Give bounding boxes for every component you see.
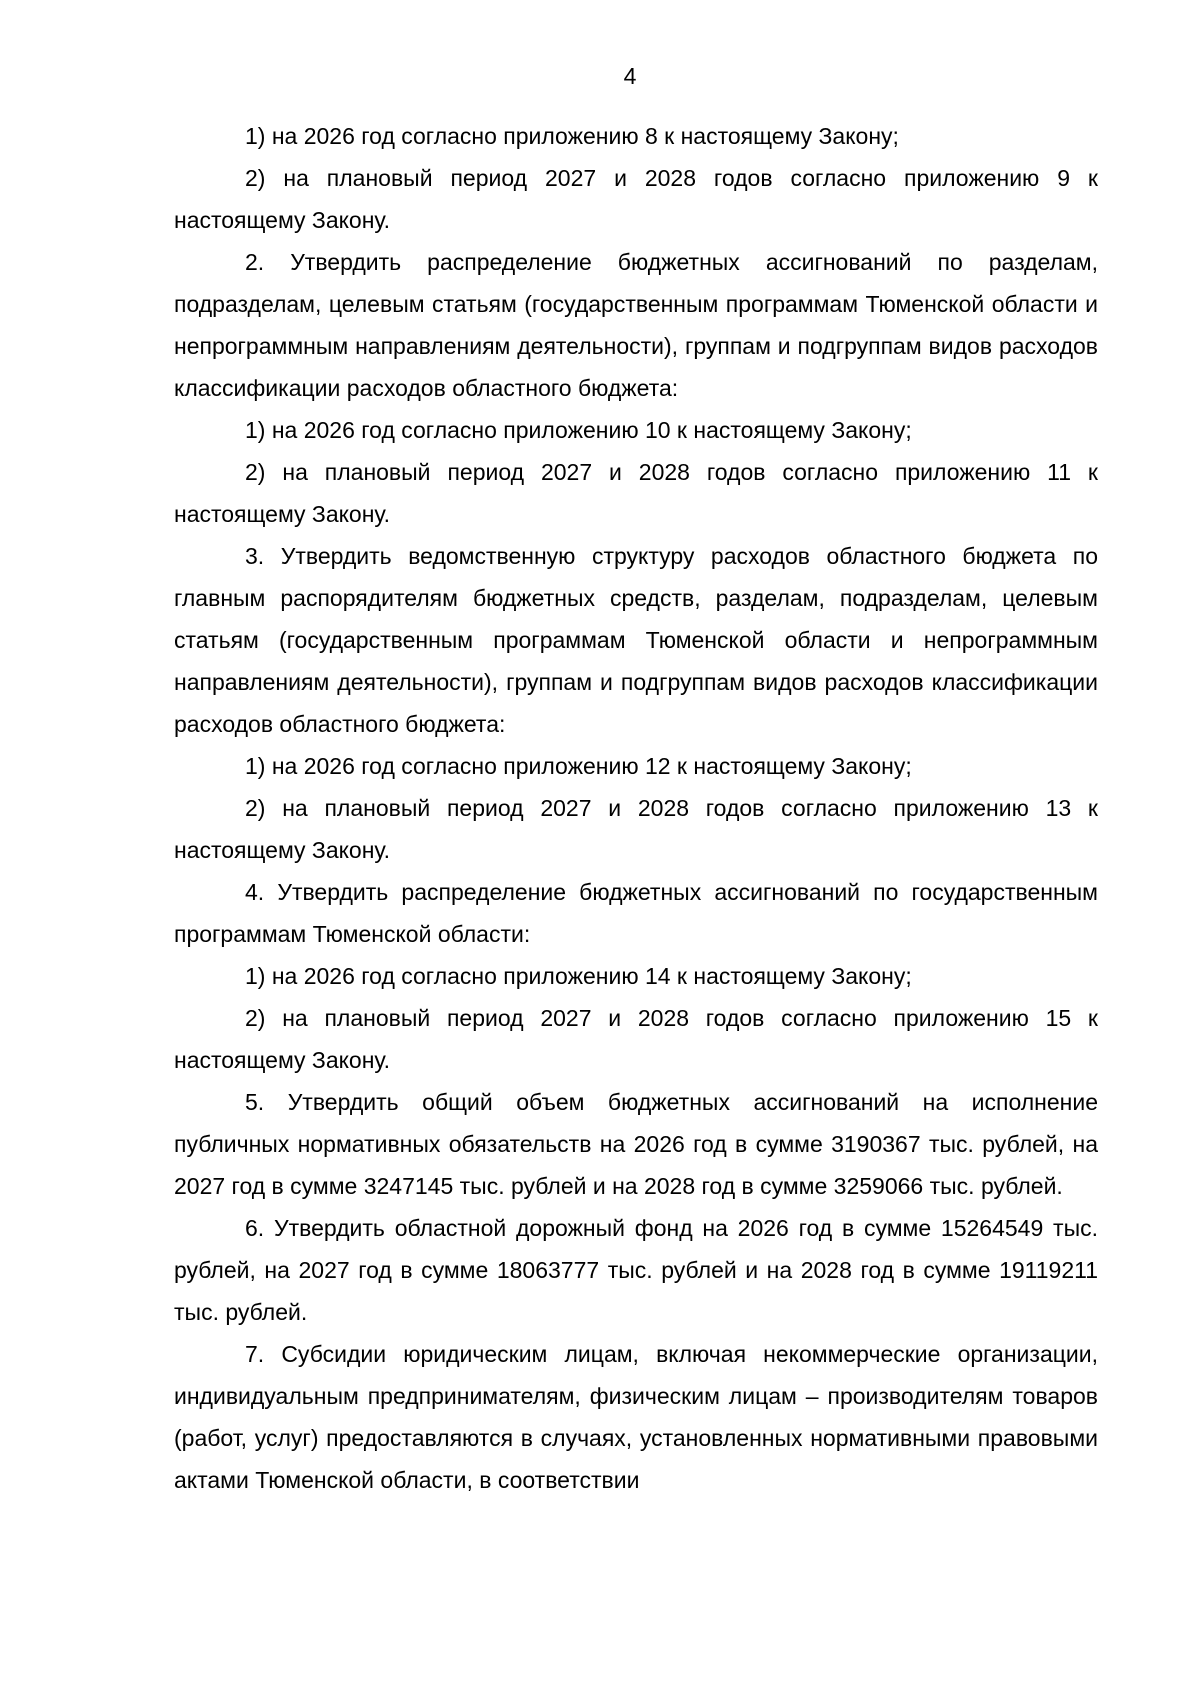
paragraph-item-1-appendix-12: 1) на 2026 год согласно приложению 12 к настоящему Закону; xyxy=(245,753,912,779)
paragraph-item-2-appendix-15: 2) на плановый период 2027 и 2028 годов согласно приложению 15 к настоящему Закону. xyxy=(174,1005,1098,1073)
paragraph-item-2-appendix-9: 2) на плановый период 2027 и 2028 годов согласно приложению 9 к настоящему Закону. xyxy=(174,165,1098,233)
paragraph-section-6: 6. Утвердить областной дорожный фонд на 2026 год в сумме 15264549 тыс. рублей, на 2027 год в сумме 18063777 тыс. рублей и на 2028 год в сумме 19119211 тыс. рублей. xyxy=(174,1215,1098,1325)
paragraph-section-3: 3. Утвердить ведомственную структуру расходов областного бюджета по главным распорядителям бюджетных средств, разделам, подразделам, целевым статьям (государственным программам Тюменской области и непрограммным направлениям деятельности), группам и подгруппам видов расходов классификации расходов областного бюджета: xyxy=(174,543,1098,737)
paragraph-section-7: 7. Субсидии юридическим лицам, включая некоммерческие организации, индивидуальным предпринимателям, физическим лицам – производителям товаров (работ, услуг) предоставляются в случаях, установленных нормативными правовыми актами Тюменской области, в соответствии xyxy=(174,1341,1098,1493)
paragraph-section-5: 5. Утвердить общий объем бюджетных ассигнований на исполнение публичных нормативных обязательств на 2026 год в сумме 3190367 тыс. рублей, на 2027 год в сумме 3247145 тыс. рублей и на 2028 год в сумме 3259066 тыс. рублей. xyxy=(174,1089,1098,1199)
paragraph-section-2: 2. Утвердить распределение бюджетных ассигнований по разделам, подразделам, целевым статьям (государственным программам Тюменской области и непрограммным направлениям деятельности), группам и подгруппам видов расходов классификации расходов областного бюджета: xyxy=(174,249,1098,401)
paragraph-item-2-appendix-13: 2) на плановый период 2027 и 2028 годов согласно приложению 13 к настоящему Закону. xyxy=(174,795,1098,863)
paragraph-item-1-appendix-8: 1) на 2026 год согласно приложению 8 к настоящему Закону; xyxy=(245,123,899,149)
paragraph-item-1-appendix-14: 1) на 2026 год согласно приложению 14 к настоящему Закону; xyxy=(245,963,912,989)
paragraph-item-2-appendix-11: 2) на плановый период 2027 и 2028 годов согласно приложению 11 к настоящему Закону. xyxy=(174,459,1098,527)
page-number: 4 xyxy=(623,63,637,89)
document-body xyxy=(174,115,1098,1501)
paragraph-section-4: 4. Утвердить распределение бюджетных ассигнований по государственным программам Тюменской области: xyxy=(174,879,1098,947)
paragraph-item-1-appendix-10: 1) на 2026 год согласно приложению 10 к настоящему Закону; xyxy=(245,417,912,443)
